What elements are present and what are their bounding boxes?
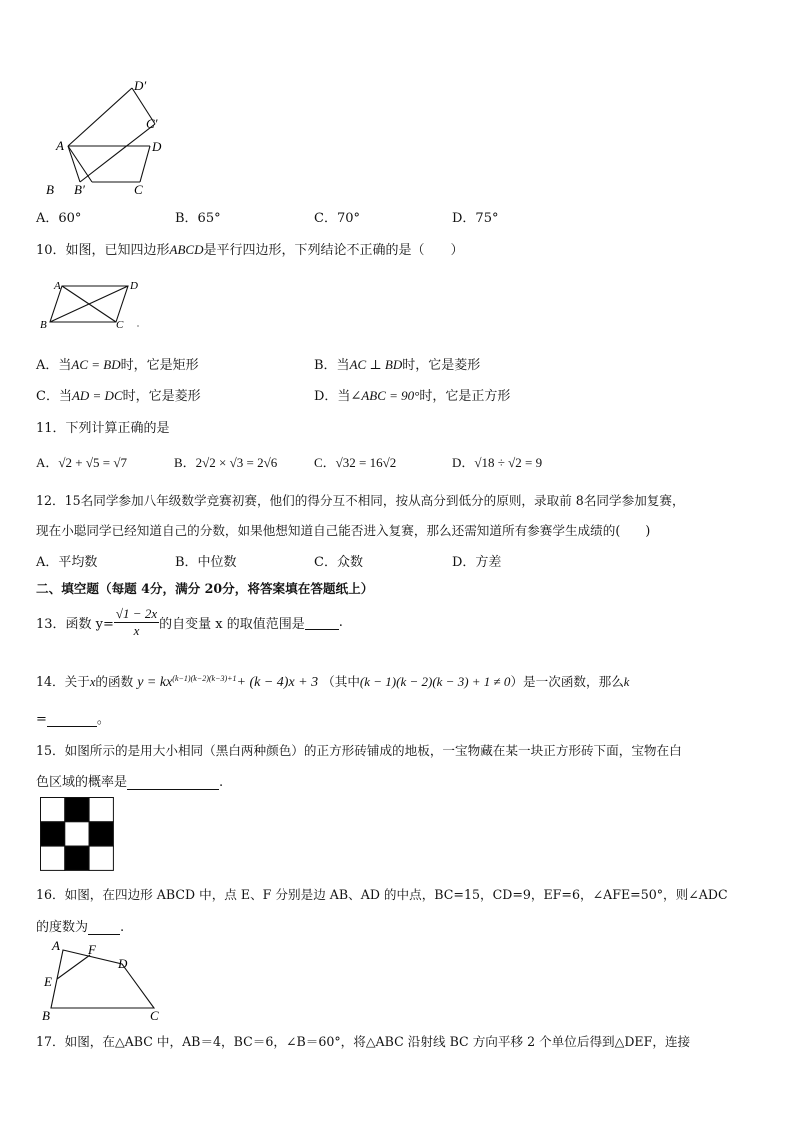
q9-label-b: B [46,182,54,197]
q16-figure [40,936,170,1022]
q11-option-b[interactable]: B．2√2 × √3 = 2√6 [174,455,278,470]
q16-line1: 16．如图，在四边形 ABCD 中，点 E、F 分别是边 AB、AD 的中点，BC=15，CD=9，EF=6，∠AFE=50°，则∠ADC [36,887,728,902]
q16-label-c: C [150,1008,159,1022]
q13-fraction: $\frac{√1 - 2x}{x}$ [115,606,158,638]
q9-label-d1: D′ [134,78,147,93]
q9-option-c[interactable]: C．70° [314,211,360,226]
q9-option-b[interactable]: B．65° [175,211,221,226]
q10-stem: 10．如图，已知四边形ABCD是平行四边形，下列结论不正确的是（ ） [36,242,464,258]
q10-label-b: B [40,319,47,331]
q13-line: 13．函数 y= $\frac{√1 - 2x}{x}$ 的自变量 x 的取值范围是 . [36,606,343,638]
q9-label-a: A [56,138,64,153]
q16-answer-blank[interactable] [88,920,120,935]
q13-answer-blank[interactable] [305,615,339,630]
section2-title: 二、填空题（每题 4分，满分 20分，将答案填在答题纸上） [36,581,374,596]
q16-label-e: E [44,974,52,989]
q16-label-d: D [118,956,128,971]
q10-option-d[interactable]: D．当∠ABC = 90°时，它是正方形 [314,388,511,404]
q12-line2: 现在小聪同学已经知道自己的分数，如果他想知道自己能否进入复赛，那么还需知道所有参赛学生成绩的( ) [36,523,651,538]
q11-option-d[interactable]: D．√18 ÷ √2 = 9 [452,455,543,470]
q11-option-c[interactable]: C．√32 = 16√2 [314,455,397,470]
q15-line2: 色区域的概率是 . [36,775,224,790]
q16-label-b: B [42,1008,50,1022]
q10-option-c[interactable]: C．当AD = DC时，它是菱形 [36,388,201,404]
q10-label-d: D [130,280,138,292]
q10-option-b[interactable]: B．当AC ⊥ BD时，它是菱形 [314,357,481,373]
q15-tile-figure [40,797,116,871]
q9-label-d: D [152,139,162,154]
q9-option-d[interactable]: D．75° [452,211,499,226]
q9-label-c1: C′ [146,116,158,131]
q10-figure [36,276,146,334]
q15-answer-blank[interactable] [127,775,219,790]
q11-stem: 11．下列计算正确的是 [36,421,170,436]
q16-label-a: A [52,938,60,953]
q12-option-c[interactable]: C．众数 [314,555,363,570]
q9-label-c: C [134,182,143,197]
q10-option-a[interactable]: A．当AC = BD时，它是矩形 [36,357,199,373]
q16-label-f: F [88,942,96,957]
q12-option-b[interactable]: B．中位数 [175,555,237,570]
q14-line1: 14．关于x的函数 $y = kx^{(k-1)(k-2)(k-3)+1}+ (k - 4)x + 3$ （其中(k − 1)(k − 2)(k − 3) + 1 ≠ 0）是一次函数，那么k [36,673,630,690]
q11-option-a[interactable]: A．√2 + √5 = √7 [36,455,127,470]
q16-line2: 的度数为 . [36,920,125,935]
q15-line1: 15．如图所示的是用大小相同（黑白两种颜色）的正方形砖铺成的地板，一宝物藏在某一块正方形砖下面，宝物在白 [36,743,682,758]
q12-line1: 12．15名同学参加八年级数学竞赛初赛，他们的得分互不相同，按从高分到低分的原则，录取前 8名同学参加复赛， [36,493,685,508]
q9-option-a[interactable]: A．60° [36,211,82,226]
q12-option-d[interactable]: D．方差 [452,555,502,570]
q10-label-a: A [54,280,61,292]
q14-line2: = 。 [36,712,110,727]
q9-figure [40,76,170,198]
q17-line1: 17．如图，在△ABC 中，AB＝4，BC＝6，∠B＝60°，将△ABC 沿射线 BC 方向平移 2 个单位后得到△DEF，连接 [36,1034,691,1049]
q12-option-a[interactable]: A．平均数 [36,555,98,570]
q14-answer-blank[interactable] [47,712,97,727]
q9-label-b1: B′ [74,182,85,197]
q10-label-c: C [116,319,124,331]
